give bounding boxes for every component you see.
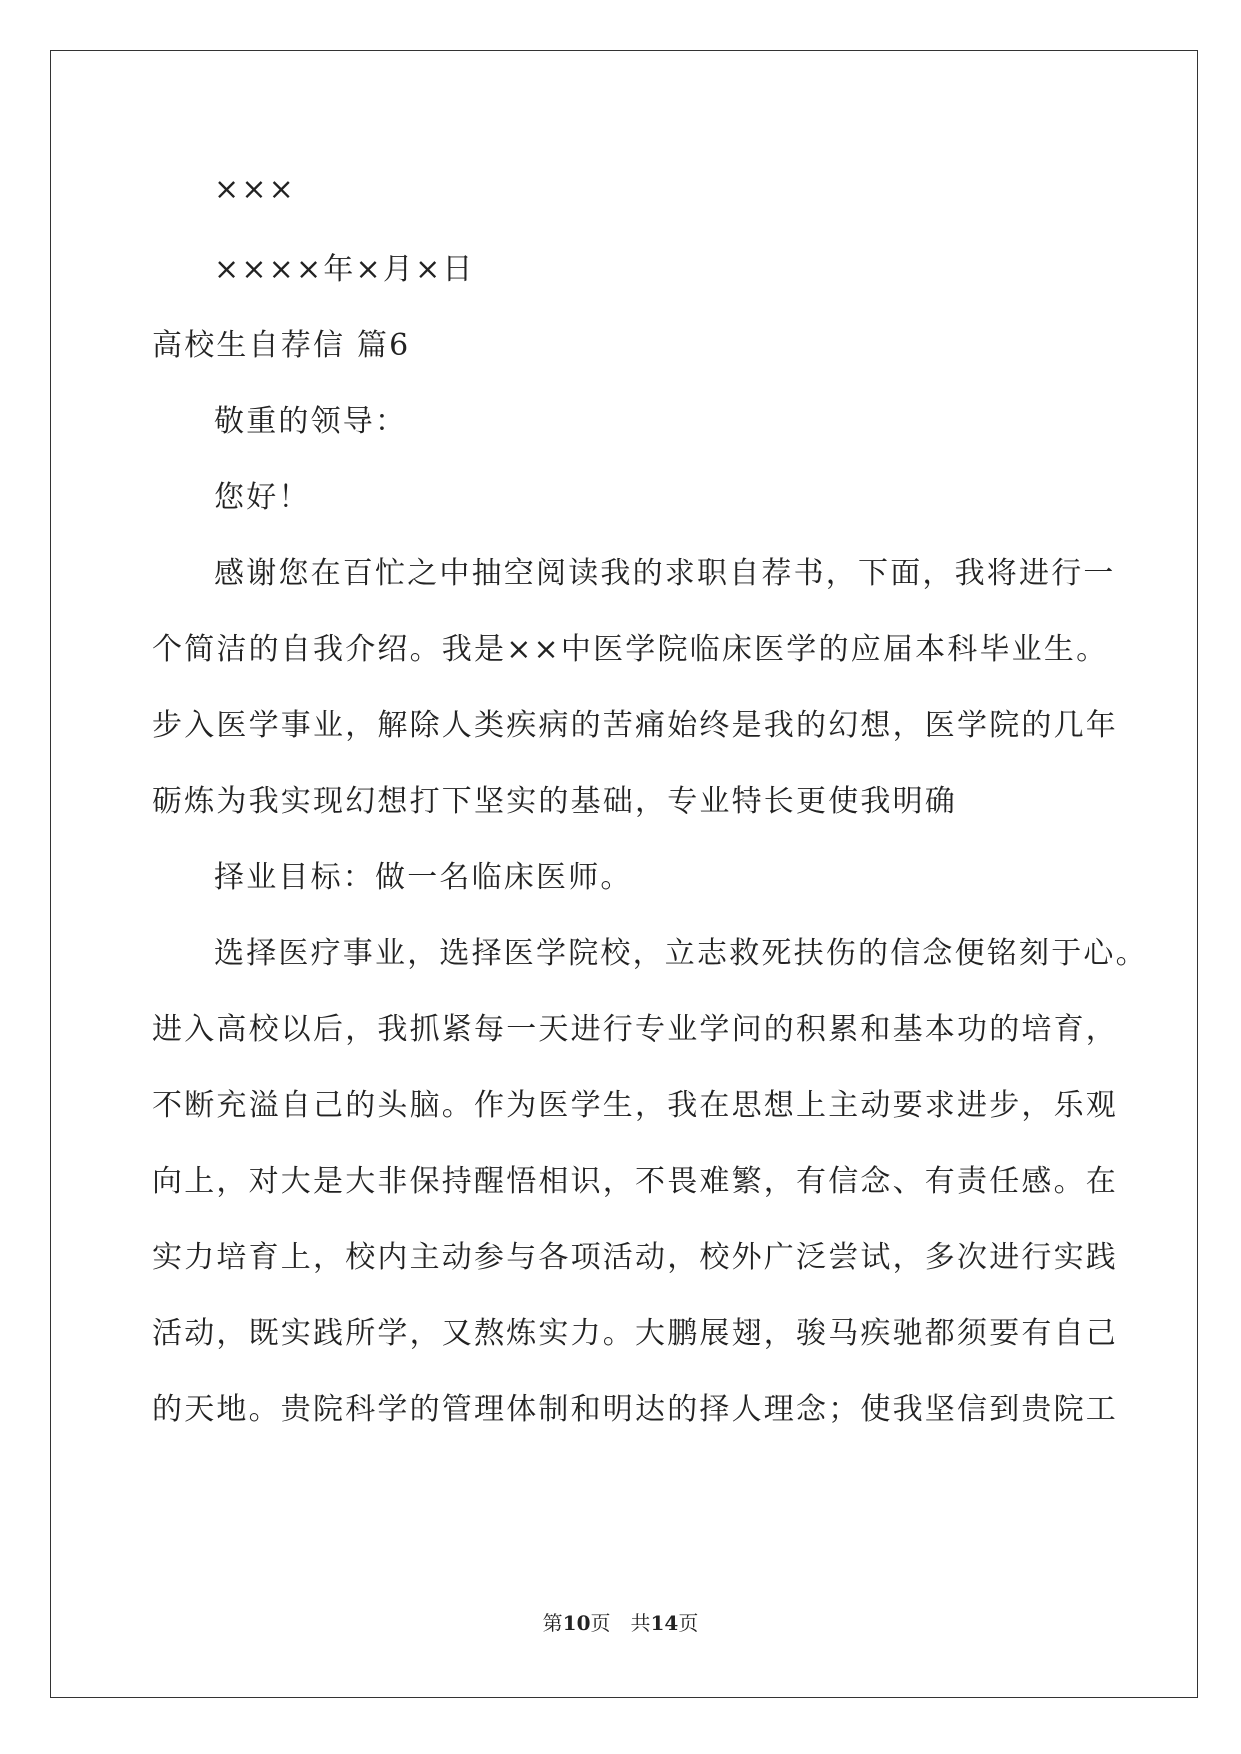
total-page-number: 14 (650, 1611, 679, 1635)
body-line: 实力培育上，校内主动参与各项活动，校外广泛尝试，多次进行实践 (152, 1240, 1118, 1275)
body-line: 选择医疗事业，选择医学院校，立志救死扶伤的信念便铭刻于心。 (214, 936, 1148, 971)
date: ××××年×月×日 (214, 252, 475, 287)
body-line: 择业目标：做一名临床医师。 (214, 860, 633, 895)
signature: ××× (214, 172, 297, 207)
body-line: 感谢您在百忙之中抽空阅读我的求职自荐书，下面，我将进行一 (214, 556, 1116, 591)
body-line: 向上，对大是大非保持醒悟相识，不畏难繁，有信念、有责任感。在 (152, 1164, 1118, 1199)
footer-prefix: 第 (542, 1611, 563, 1635)
body-line: 不断充溢自己的头脑。作为医学生，我在思想上主动要求进步，乐观 (152, 1088, 1118, 1123)
salutation: 敬重的领导： (214, 404, 408, 439)
body-line: 进入高校以后，我抓紧每一天进行专业学问的积累和基本功的培育， (152, 1012, 1118, 1047)
body-line: 的天地。贵院科学的管理体制和明达的择人理念；使我坚信到贵院工 (152, 1392, 1118, 1427)
body-line: 步入医学事业，解除人类疾病的苦痛始终是我的幻想，医学院的几年 (152, 708, 1118, 743)
body-line: 砺炼为我实现幻想打下坚实的基础，专业特长更使我明确 (152, 784, 957, 819)
page-footer (0, 1610, 1241, 1636)
section-title: 高校生自荐信 篇6 (152, 328, 411, 363)
greeting: 您好！ (214, 480, 311, 515)
current-page-number: 10 (562, 1611, 591, 1635)
body-line: 个简洁的自我介绍。我是××中医学院临床医学的应届本科毕业生。 (152, 632, 1109, 667)
footer-middle: 页 共 (590, 1611, 651, 1635)
body-line: 活动，既实践所学，又熬炼实力。大鹏展翅，骏马疾驰都须要有自己 (152, 1316, 1118, 1351)
footer-suffix: 页 (678, 1611, 699, 1635)
